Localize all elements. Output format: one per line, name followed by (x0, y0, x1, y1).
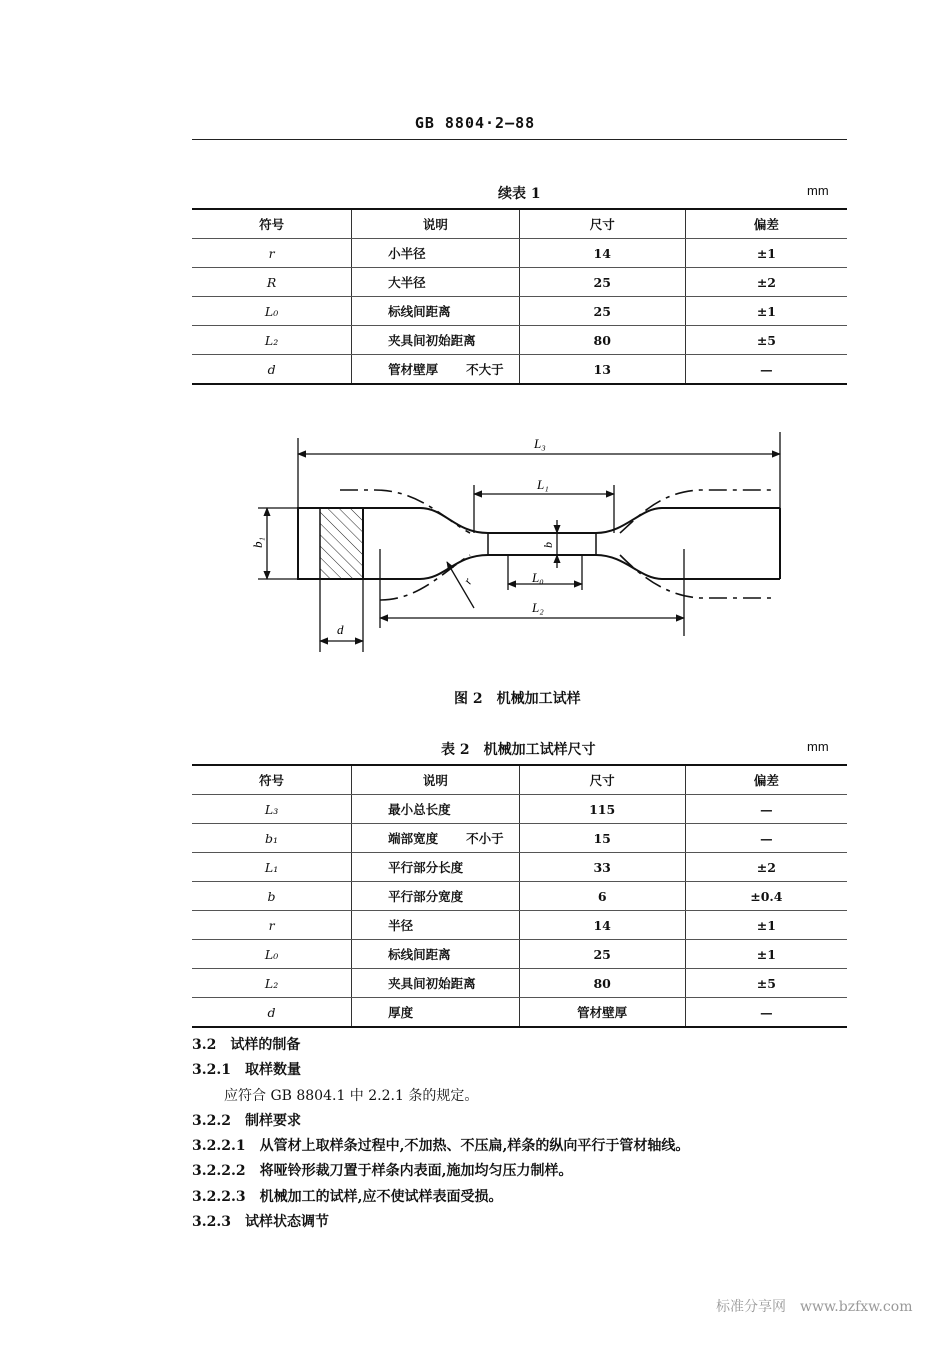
cell-symbol: b (192, 882, 352, 911)
desc-text: 夹具间初始距离 (388, 976, 476, 991)
cell-tol: ±2 (685, 268, 847, 297)
cell-desc (352, 911, 519, 940)
desc-text: 管材壁厚 (388, 362, 439, 377)
cell-desc (352, 853, 519, 882)
cell-symbol: r (192, 239, 352, 268)
cell-size: 25 (519, 940, 685, 969)
cell-desc (352, 998, 519, 1028)
label-b: b (541, 542, 555, 548)
cell-desc (352, 940, 519, 969)
section-3-2: 3.2 试样的制备 (192, 1037, 301, 1053)
cell-size: 13 (519, 355, 685, 385)
desc-text: 大半径 (388, 275, 426, 290)
label-L2: L₂ (532, 600, 544, 615)
cell-symbol: r (192, 911, 352, 940)
desc-text: 标线间距离 (388, 304, 451, 319)
table2-header-desc: 说明 (352, 765, 519, 795)
table1-unit: mm (807, 183, 829, 198)
doc-number: GB 8804·2—88 (414, 114, 536, 132)
cell-size: 14 (519, 239, 685, 268)
table2-header-row (192, 765, 847, 795)
cell-symbol: L₃ (192, 795, 352, 824)
table2-header-tol: 偏差 (685, 765, 847, 795)
desc-text: 厚度 (388, 1005, 414, 1020)
desc-text: 平行部分宽度 (388, 889, 464, 904)
cell-tol: — (685, 824, 847, 853)
label-L1: L₁ (537, 477, 549, 492)
table-row (192, 998, 847, 1028)
section-3-2-2-1: 3.2.2.1 从管材上取样条过程中,不加热、不压扁,样条的纵向平行于管材轴线。 (192, 1138, 690, 1154)
cell-desc (352, 882, 519, 911)
label-r: r (460, 575, 475, 587)
desc-text: 小半径 (388, 246, 426, 261)
table1-header-desc: 说明 (352, 209, 519, 239)
cell-symbol: d (192, 355, 352, 385)
section-3-2-1: 3.2.1 取样数量 (192, 1062, 301, 1078)
table-row (192, 882, 847, 911)
cell-symbol: d (192, 998, 352, 1028)
cell-size: 33 (519, 853, 685, 882)
cell-size: 15 (519, 824, 685, 853)
table-row (192, 940, 847, 969)
table2-header-size: 尺寸 (519, 765, 685, 795)
cell-tol: ±1 (685, 940, 847, 969)
table-row (192, 853, 847, 882)
cell-symbol: L₂ (192, 326, 352, 355)
table2-unit: mm (807, 739, 829, 754)
table2-header-symbol: 符号 (192, 765, 352, 795)
section-3-2-3: 3.2.3 试样状态调节 (192, 1214, 329, 1230)
cell-desc (352, 969, 519, 998)
desc-text: 标线间距离 (388, 947, 451, 962)
cell-symbol: b₁ (192, 824, 352, 853)
table-row (192, 969, 847, 998)
table-row (192, 824, 847, 853)
figure2-caption: 图 2 机械加工试样 (454, 691, 581, 707)
dimension-L2 (380, 549, 684, 636)
cell-tol: — (685, 998, 847, 1028)
label-L0: L₀ (532, 570, 544, 585)
cell-desc (352, 824, 519, 853)
cell-tol: ±2 (685, 853, 847, 882)
cell-size: 管材壁厚 (519, 998, 685, 1028)
cell-symbol: L₁ (192, 853, 352, 882)
cell-size: 80 (519, 969, 685, 998)
desc-text: 最小总长度 (388, 802, 451, 817)
desc-text: 端部宽度 (388, 831, 439, 846)
section-3-2-1-body: 应符合 GB 8804.1 中 2.2.1 条的规定。 (224, 1088, 479, 1104)
dimension-L0 (508, 555, 582, 590)
cell-tol: ±5 (685, 326, 847, 355)
label-d: d (337, 622, 344, 637)
cell-size: 25 (519, 268, 685, 297)
cell-size: 14 (519, 911, 685, 940)
cell-symbol: L₂ (192, 969, 352, 998)
cell-tol: — (685, 355, 847, 385)
table1-header-tol: 偏差 (685, 209, 847, 239)
cell-symbol: R (192, 268, 352, 297)
table2 (192, 764, 847, 1028)
cell-tol: ±1 (685, 911, 847, 940)
table-row (192, 795, 847, 824)
cell-desc (352, 795, 519, 824)
cell-tol: ±5 (685, 969, 847, 998)
section-3-2-2: 3.2.2 制样要求 (192, 1113, 301, 1129)
section-3-2-2-3: 3.2.2.3 机械加工的试样,应不使试样表面受损。 (192, 1189, 503, 1205)
cell-tol: ±1 (685, 297, 847, 326)
desc-note: 不大于 (466, 362, 504, 377)
section-3-2-2-2: 3.2.2.2 将哑铃形裁刀置于样条内表面,施加均匀压力制样。 (192, 1163, 573, 1179)
cell-tol: ±1 (685, 239, 847, 268)
label-L3: L₃ (534, 436, 546, 451)
specimen-bottom-edge (363, 555, 780, 579)
specimen-top-edge (363, 508, 780, 533)
table2-caption: 表 2 机械加工试样尺寸 (441, 742, 596, 758)
table1-header-symbol: 符号 (192, 209, 352, 239)
desc-text: 平行部分长度 (388, 860, 464, 875)
dimension-L1 (474, 485, 614, 533)
cell-size: 25 (519, 297, 685, 326)
dimension-d (320, 579, 363, 652)
cell-size: 6 (519, 882, 685, 911)
watermark: 标准分享网 www.bzfxw.com (716, 1299, 913, 1315)
cell-tol: — (685, 795, 847, 824)
cell-tol: ±0.4 (685, 882, 847, 911)
desc-note: 不小于 (466, 831, 504, 846)
table1-caption: 续表 1 (498, 186, 541, 202)
cell-symbol: L₀ (192, 297, 352, 326)
label-b1: b₁ (250, 536, 265, 548)
desc-text: 半径 (388, 918, 414, 933)
table-row (192, 911, 847, 940)
table1-header-size: 尺寸 (519, 209, 685, 239)
specimen-outline (298, 508, 780, 579)
cell-size: 80 (519, 326, 685, 355)
thickness-hatch (320, 508, 363, 579)
cell-size: 115 (519, 795, 685, 824)
desc-text: 夹具间初始距离 (388, 333, 476, 348)
cell-symbol: L₀ (192, 940, 352, 969)
